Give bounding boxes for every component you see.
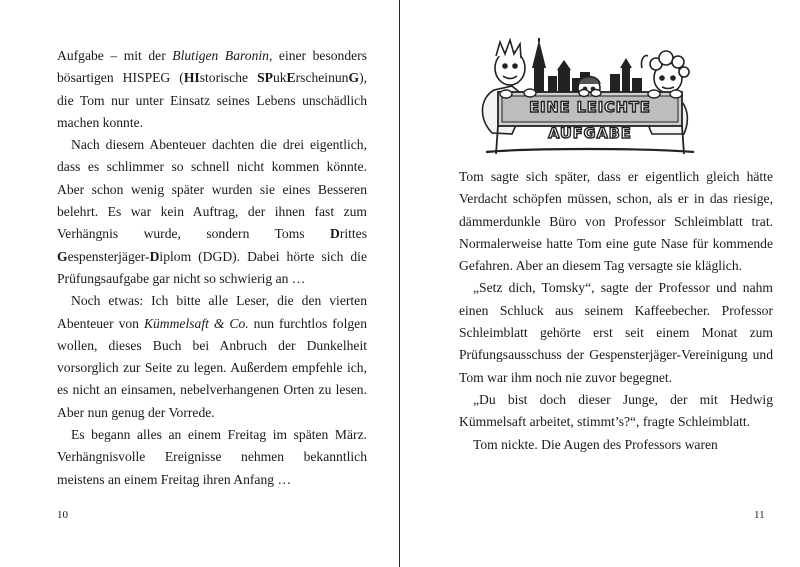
bold-text: E — [286, 70, 296, 86]
paragraph: Tom sagte sich später, dass er eigentlich gleich hätte Verdacht schöpfen müssen, schon, als er in das riesige, dämmerdunkle Büro von Professor Schleimblatt trat. Normalerweise hatte Tom eine gute Nase für kommende Gefahren. Aber an diesem Tag versagte sie kläglich. — [459, 169, 773, 274]
chapter-illustration — [472, 38, 704, 156]
chapter-title: EINE LEICHTE AUFGABE — [529, 100, 651, 142]
paragraph: Tom nickte. Die Augen des Professors waren — [473, 436, 718, 452]
book-gutter — [399, 0, 400, 567]
right-page-number: 11 — [754, 509, 765, 521]
bold-text: D — [149, 248, 160, 264]
left-page-number: 10 — [57, 509, 68, 521]
paragraph: Nach diesem Abenteuer dachten die drei eigentlich, dass es schlimmer so schnell nicht kommen könnte. Aber schon wenig später wurden sie eines Besseren belehrt. Es war kein Auftrag, der ihnen fast zum Verhängnis wurde, sondern Toms Drittes Gespensterjäger-Diplom (DGD). Dabei hörte sich die Prüfungsaufgabe gar nicht so schwierig an … — [57, 137, 367, 286]
left-page — [0, 0, 399, 567]
bold-text: HI — [183, 70, 200, 86]
left-page-text — [57, 45, 367, 491]
paragraph: „Setz dich, Tomsky“, sagte der Professor und nahm einen Schluck aus seinem Kaffeebecher. Professor Schleimblatt gehörte erst seit einem Monat zum Prüfungsausschuss der Gespensterjäger-Vereinigung und Tom war ihm noch nie zuvor begegnet. — [459, 280, 773, 385]
paragraph: Aufgabe – mit der Blutigen Baronin, einer besonders bösartigen HISPEG (HIstorische SPukErscheinunG), die Tom nur unter Einsatz seines Lebens unschädlich machen konnte. — [57, 48, 367, 130]
right-page — [401, 0, 800, 567]
bold-text: G — [348, 70, 360, 86]
bold-text: SP — [257, 70, 273, 86]
italic-text: Kümmelsaft & Co. — [143, 315, 249, 331]
right-page-text — [459, 166, 773, 456]
bold-text: D — [329, 226, 340, 242]
paragraph: „Du bist doch dieser Junge, der mit Hedwig Kümmelsaft arbeitet, stimmt’s?“, fragte Schleimblatt. — [459, 391, 773, 430]
paragraph: Es begann alles an einem Freitag im späten März. Verhängnisvolle Ereignisse nehmen bekanntlich meistens an einem Freitag ihren Anfang … — [57, 427, 367, 487]
italic-text: Blutigen Baronin — [172, 48, 269, 63]
bold-text: G — [57, 248, 68, 264]
paragraph: Noch etwas: Ich bitte alle Leser, die den vierten Abenteuer von Kümmelsaft & Co. nun furchtlos folgen wollen, dieses Buch bei Anbruch der Dunkelheit vorsorglich zur Seite zu legen. Außerdem empfehle ich, es nicht an einsamen, nebelverhangenen Orten zu lesen. Aber nun genug der Vorrede. — [57, 293, 367, 420]
